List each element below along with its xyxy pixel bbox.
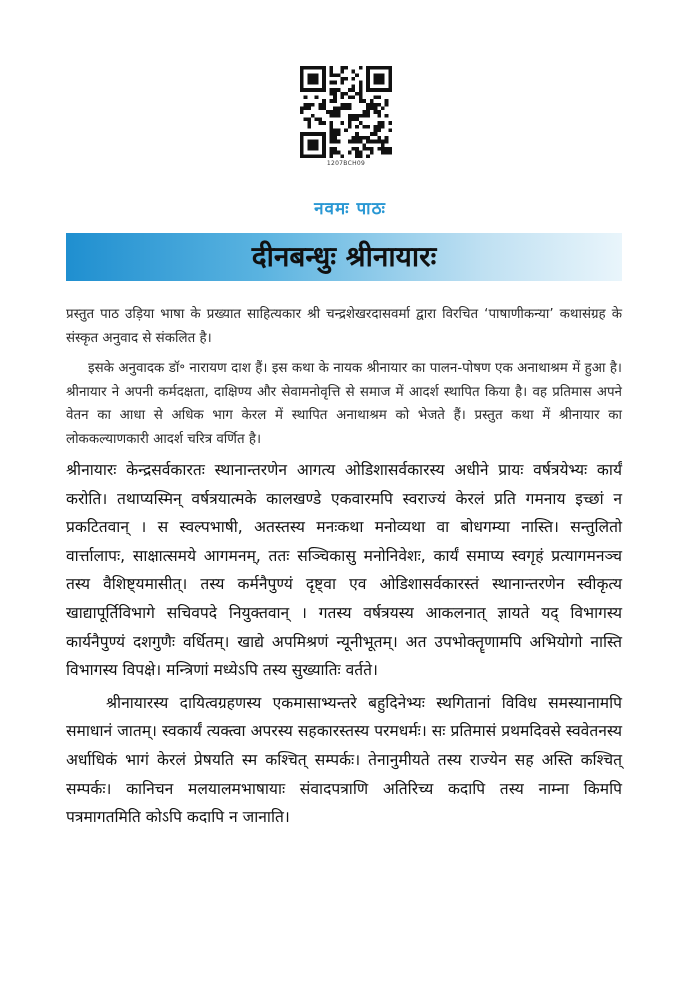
qr-block [300, 66, 392, 167]
intro-paragraph: इसके अनुवादक डॉ॰ नारायण दाश हैं। इस कथा के नायक श्रीनायार का पालन-पोषण एक अनाथाश्रम में हुआ है। श्रीनायार ने अपनी कर्मदक्षता, दाक्षिण्य और सेवामनोवृत्ति से समाज में आदर्श स्थापित किया है। वह प्रतिमास अपने वेतन का आधा से अधिक भाग केरल में स्थापित अनाथाश्रम को भेजते हैं। प्रस्तुत कथा में श्रीनायार का लोककल्याणकारी आदर्श चरित्र वर्णित है। [66, 361, 622, 447]
lesson-number: नवमः पाठः [314, 199, 386, 219]
intro-paragraph: प्रस्तुत पाठ उड़िया भाषा के प्रख्यात साहित्यकार श्री चन्द्रशेखरदासवर्मा द्वारा विरचित ‘पाषाणीकन्या’ कथासंग्रह के संस्कृत अनुवाद से संकलित है। [66, 307, 622, 346]
qr-code-image [300, 66, 392, 158]
qr-code-text: 1207BCH09 [326, 160, 366, 167]
intro-section [66, 303, 622, 458]
lesson-title: दीनबन्धुः श्रीनायारः [251, 240, 437, 273]
body-paragraph: श्रीनायारः केन्द्रसर्वकारतः स्थानान्तरणेन आगत्य ओडिशासर्वकारस्य अधीने प्रायः वर्षत्रयेभ्यः कार्यं करोति। तथाप्यस्मिन् वर्षत्रयात्मके कालखण्डे एकवारमपि स्वराज्यं केरलं प्रति गमनाय इच्छां न प्रकटितवान् । स स्वल्पभाषी, अतस्तस्य मनःकथा मनोव्यथा वा बोधगम्या नास्ति। सन्तुलितो वार्त्तालापः, साक्षात्समये आगमनम्, ततः सञ्चिकासु मनोनिवेशः, कार्यं समाप्य स्वगृहं प्रत्यागमनञ्च तस्य वैशिष्ट्यमासीत्। तस्य कर्मनैपुण्यं दृष्ट्वा एव ओडिशासर्वकारस्तं स्थानान्तरणेन स्वीकृत्य खाद्यापूर्तिविभागे सचिवपदे नियुक्तवान् । गतस्य वर्षत्रयस्य आकलनात् ज्ञायते यद् विभागस्य कार्यनैपुण्यं दशगुणैः वर्धितम्। खाद्ये अपमिश्रणं न्यूनीभूतम्। अत उपभोक्तॄणामपि अभियोगो नास्ति विभागस्य विपक्षे। मन्त्रिणां मध्येऽपि तस्य सुख्यातिः वर्तते। [66, 461, 622, 680]
title-banner [66, 233, 622, 281]
lesson-body [66, 456, 622, 836]
body-paragraph: श्रीनायारस्य दायित्वग्रहणस्य एकमासाभ्यन्तरे बहुदिनेभ्यः स्थगितानां विविध समस्यानामपि समाधानं जातम्। स्वकार्यं त्यक्त्वा अपरस्य सहकारस्तस्य परमधर्मः। सः प्रतिमासं प्रथमदिवसे स्ववेतनस्य अर्धाधिकं भागं केरलं प्रेषयति स्म कश्चित् सम्पर्कः। तेनानुमीयते तस्य राज्येन सह अस्ति कश्चित् सम्पर्कः। कानिचन मलयालमभाषायाः संवादपत्राणि अतिरिच्य कदापि तस्य नाम्ना किमपि पत्रमागतमिति कोऽपि कदापि न जानाति। [66, 693, 622, 827]
